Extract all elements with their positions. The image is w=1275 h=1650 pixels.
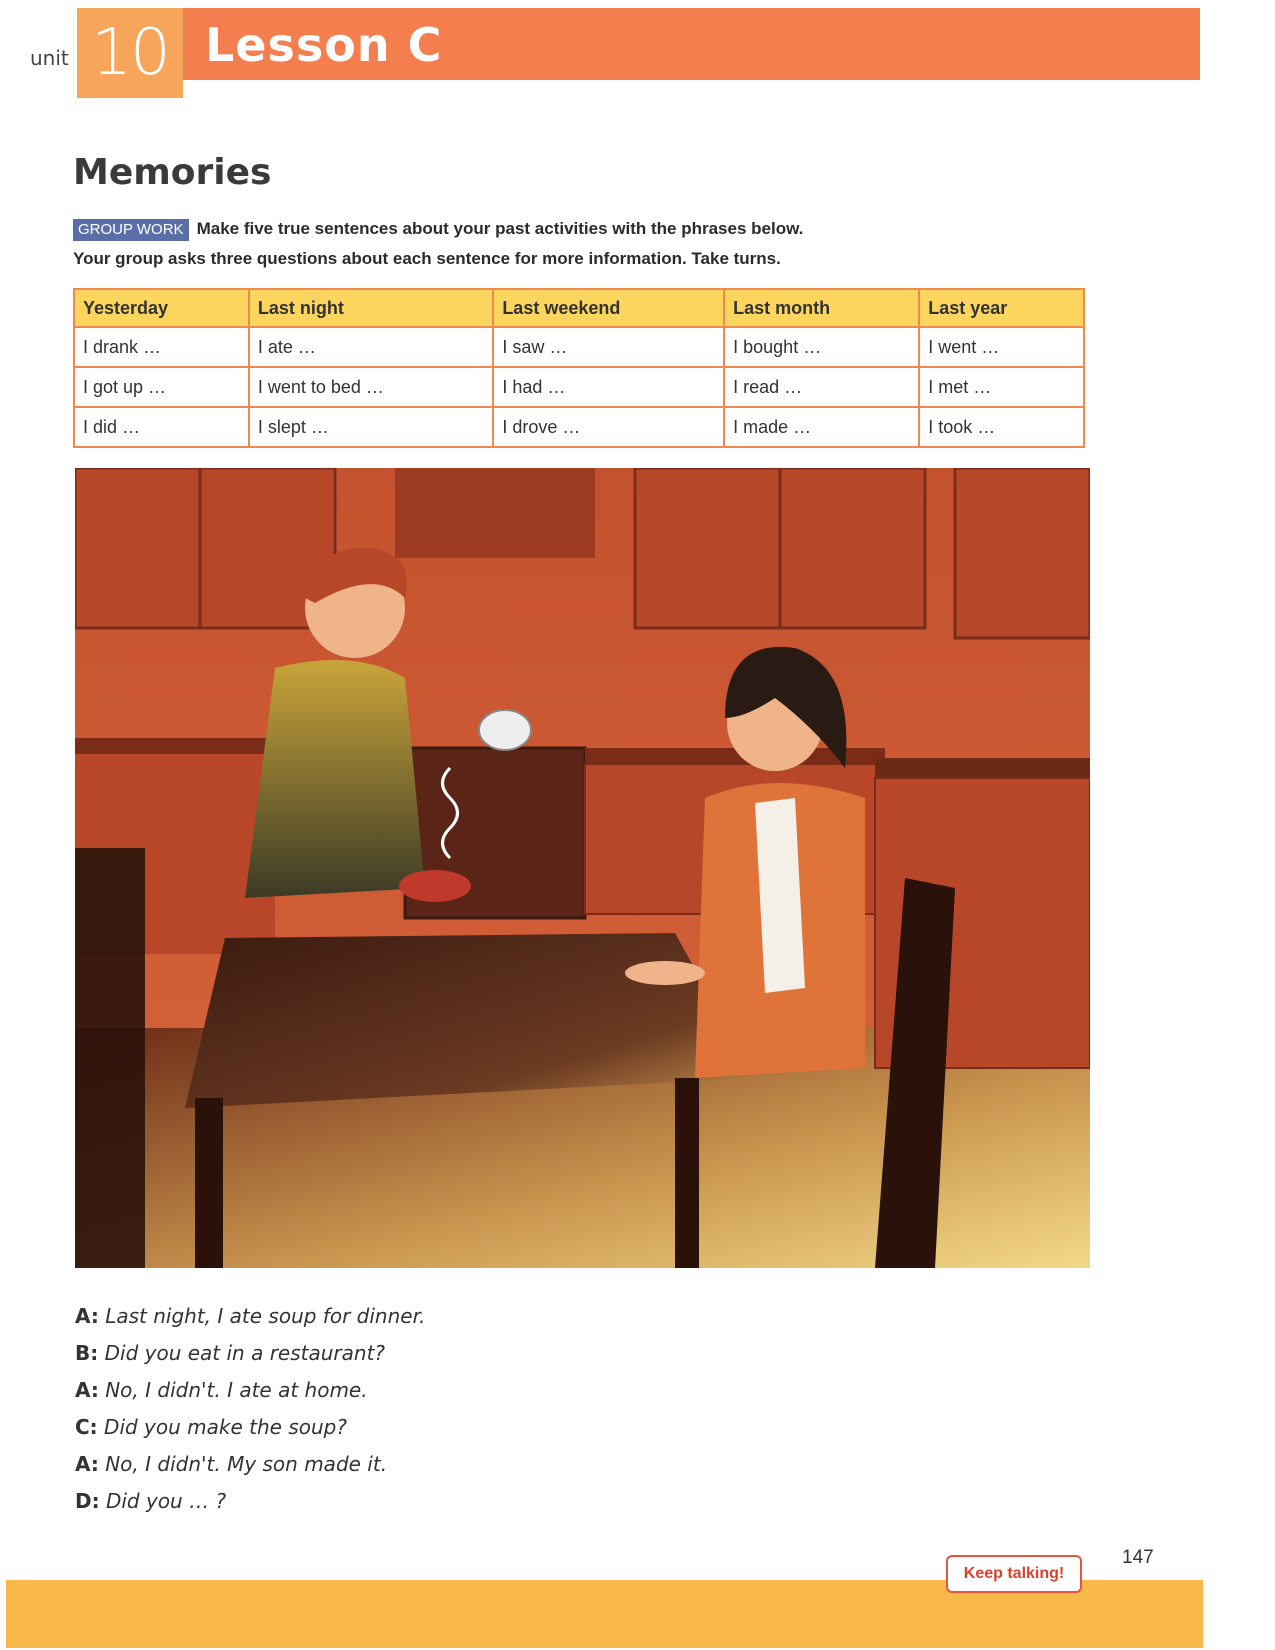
upper-cabinet-far-right [955,468,1090,638]
unit-label: unit [30,46,69,70]
table-cell: I went to bed … [249,367,493,407]
woman-hands [625,961,705,985]
instruction-text-1: Make five true sentences about your past activities with the phrases below. [196,219,804,238]
dialogue-line [75,1372,425,1409]
table-cell: I had … [493,367,724,407]
table-row [74,327,1084,367]
table-cell: I bought … [724,327,919,367]
dining-table [185,933,755,1108]
utterance: Did you make the soup? [104,1415,347,1439]
table-cell: I took … [919,407,1084,447]
column-header: Last night [249,289,493,327]
dialogue-line [75,1409,425,1446]
table-cell: I got up … [74,367,249,407]
page-number: 147 [1122,1547,1154,1568]
instruction-line-2: Your group asks three questions about each sentence for more information. Take turns. [73,249,781,268]
lesson-title: Lesson C [205,18,443,72]
column-header: Last year [919,289,1084,327]
phrase-table [73,288,1085,448]
table-cell: I went … [919,327,1084,367]
table-cell: I drove … [493,407,724,447]
soup-bowl [399,870,471,902]
speaker-label: A: [75,1452,99,1476]
table-cell: I met … [919,367,1084,407]
speaker-label: A: [75,1378,99,1402]
table-cell: I ate … [249,327,493,367]
table-leg [675,1078,699,1268]
range-hood [395,468,595,558]
table-cell: I made … [724,407,919,447]
speaker-label: C: [75,1415,98,1439]
column-header: Last weekend [493,289,724,327]
dialogue-line [75,1446,425,1483]
column-header: Last month [724,289,919,327]
dialogue-line [75,1483,425,1520]
group-work-badge: GROUP WORK [73,219,189,241]
table-cell: I slept … [249,407,493,447]
keep-talking-tab[interactable]: Keep talking! [946,1555,1082,1593]
table-row [74,407,1084,447]
table-row [74,367,1084,407]
counter-right [875,758,1090,778]
table-cell: I did … [74,407,249,447]
table-cell: I drank … [74,327,249,367]
upper-cabinet-left [75,468,335,628]
utterance: No, I didn't. My son made it. [105,1452,388,1476]
instructions [73,214,1073,274]
table-cell: I read … [724,367,919,407]
unit-number: 10 [77,8,183,98]
example-dialogue [75,1298,425,1520]
utterance: Did you … ? [105,1489,227,1513]
table-header-row [74,289,1084,327]
column-header: Yesterday [74,289,249,327]
speaker-label: D: [75,1489,100,1513]
speaker-label: A: [75,1304,99,1328]
lesson-header-bar [183,8,1200,80]
dialogue-line [75,1298,425,1335]
boy-shirt [245,660,425,898]
speaker-label: B: [75,1341,99,1365]
table-cell: I saw … [493,327,724,367]
counter-left [75,738,275,754]
chair-left [75,848,145,1268]
dialogue-line [75,1335,425,1372]
utterance: Did you eat in a restaurant? [104,1341,386,1365]
utterance: Last night, I ate soup for dinner. [105,1304,426,1328]
utterance: No, I didn't. I ate at home. [105,1378,368,1402]
section-title: Memories [73,152,272,193]
instruction-line-1 [73,214,1073,244]
pot [479,710,531,750]
kitchen-illustration [75,468,1090,1268]
table-leg [195,1098,223,1268]
